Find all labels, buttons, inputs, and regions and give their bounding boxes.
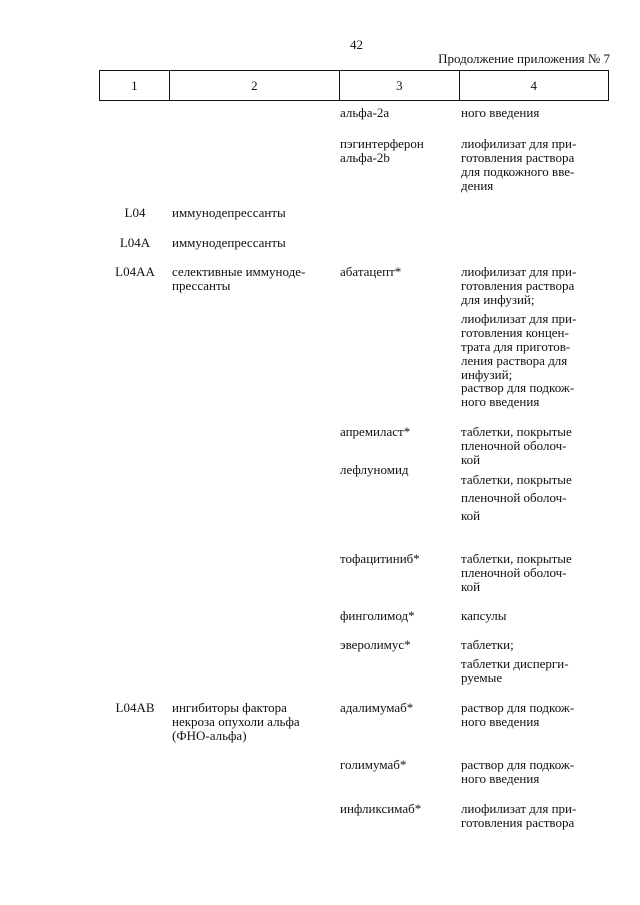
dosage-form-line: пленочной оболоч- <box>461 565 567 580</box>
dosage-form-line: дения <box>461 178 494 193</box>
dosage-form-line: лиофилизат для при- <box>461 311 577 326</box>
dosage-form-line: раствор для подкож- <box>461 380 575 395</box>
dosage-form: ного введения <box>461 105 540 120</box>
dosage-form-line: ного введения <box>461 771 540 786</box>
drug-name: альфа-2а <box>340 105 390 120</box>
dosage-form-line: трата для приготов- <box>461 339 571 354</box>
page-number: 42 <box>350 37 363 52</box>
dosage-form-line: пленочной оболоч- <box>461 438 567 453</box>
column-header-1: 1 <box>131 77 138 93</box>
dosage-form-line: таблетки дисперги- <box>461 656 569 671</box>
drug-name-line: пэгинтерферон <box>340 136 424 151</box>
dosage-form-line: ного введения <box>461 714 540 729</box>
dosage-form-line: таблетки, покрытые <box>461 472 572 487</box>
atc-group-line: прессанты <box>172 278 231 293</box>
dosage-form-line: ления раствора для <box>461 353 568 368</box>
dosage-form-line: для инфузий; <box>461 292 535 307</box>
atc-group-line: ингибиторы фактора <box>172 700 287 715</box>
drug-name: абатацепт* <box>340 264 402 279</box>
atc-code: L04A <box>119 235 151 250</box>
column-header-2: 2 <box>169 71 339 100</box>
drug-name: инфликсимаб* <box>340 801 422 816</box>
dosage-form-line: готовления раствора <box>461 815 575 830</box>
atc-group-line: селективные иммуноде- <box>172 264 306 279</box>
drug-name-line: альфа-2b <box>340 150 390 165</box>
drug-name: тофацитиниб* <box>340 551 420 566</box>
dosage-form-line: лиофилизат для при- <box>461 801 577 816</box>
atc-code: L04AB <box>115 700 155 715</box>
dosage-form: таблетки; <box>461 637 514 652</box>
dosage-form-line: ного введения <box>461 394 540 409</box>
dosage-form-line: пленочной оболоч- <box>461 490 567 505</box>
atc-code: L04AA <box>115 264 155 279</box>
atc-group: иммунодепрессанты <box>172 205 286 220</box>
dosage-form-line: для подкожного вве- <box>461 164 575 179</box>
drug-name: голимумаб* <box>340 757 407 772</box>
dosage-form-line: таблетки, покрытые <box>461 551 572 566</box>
atc-group: иммунодепрессанты <box>172 235 286 250</box>
drug-name: апремиласт* <box>340 424 411 439</box>
dosage-form: капсулы <box>461 608 507 623</box>
atc-group-line: некроза опухоли альфа <box>172 714 300 729</box>
dosage-form-line: лиофилизат для при- <box>461 264 577 279</box>
drug-name: финголимод* <box>340 608 415 623</box>
drug-name: адалимумаб* <box>340 700 414 715</box>
dosage-form-line: кой <box>461 452 481 467</box>
dosage-form-line: руемые <box>461 670 503 685</box>
column-header-4: 4 <box>459 71 608 100</box>
dosage-form-line: готовления концен- <box>461 325 569 340</box>
table-header-row <box>99 70 609 101</box>
dosage-form-line: раствор для подкож- <box>461 757 575 772</box>
dosage-form-line: готовления раствора <box>461 278 575 293</box>
dosage-form-line: раствор для подкож- <box>461 700 575 715</box>
dosage-form-line: кой <box>461 508 481 523</box>
drug-name: лефлуномид <box>340 462 409 477</box>
dosage-form-line: готовления раствора <box>461 150 575 165</box>
dosage-form-line: таблетки, покрытые <box>461 424 572 439</box>
dosage-form-line: лиофилизат для при- <box>461 136 577 151</box>
column-header-3: 3 <box>339 71 459 100</box>
atc-code: L04 <box>124 205 146 220</box>
dosage-form-line: кой <box>461 579 481 594</box>
continuation-label: Продолжение приложения № 7 <box>438 51 610 66</box>
dosage-form-line: инфузий; <box>461 367 513 382</box>
drug-name: эверолимус* <box>340 637 411 652</box>
atc-group-line: (ФНО-альфа) <box>172 728 247 743</box>
